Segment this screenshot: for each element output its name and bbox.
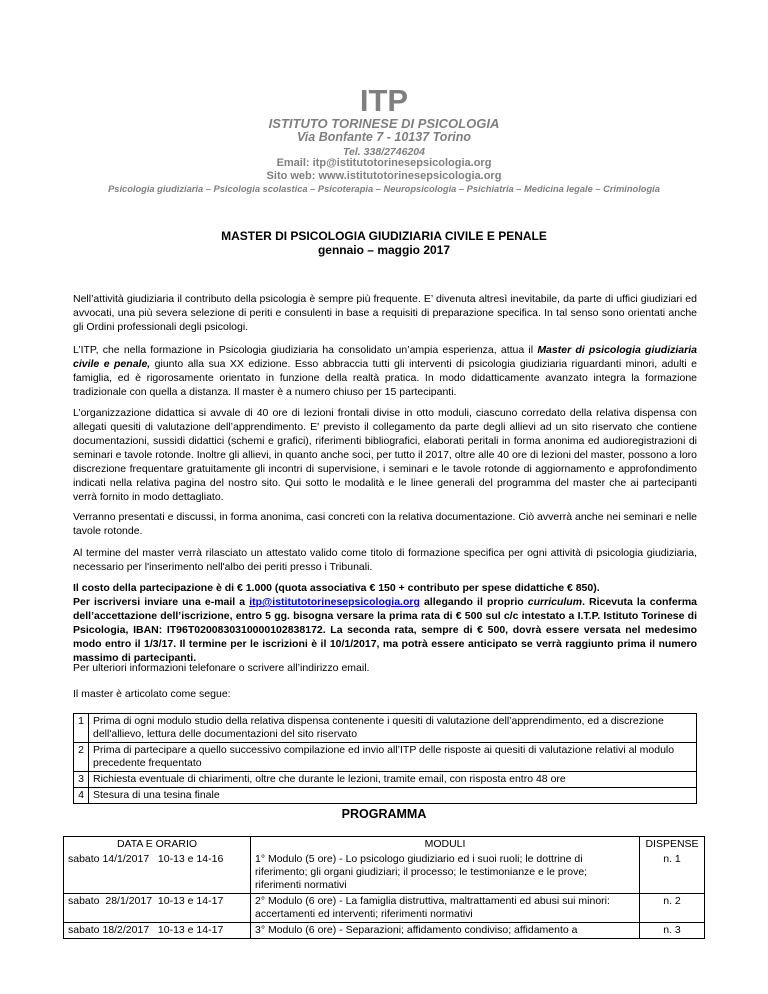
itp-paragraph-text-2: giunto alla sua XX edizione. Esso abbraccia tutti gli interventi di psicologia giudiziaria riguardanti minori, adulti e famiglia, ed è rigorosamente orientato in funzione della realtà pratica. In modo didatticamente avanzato integra la formazione tradizionale con quella a distanza. Il master è a numero chiuso per 15 partecipanti. — [73, 358, 697, 398]
table-row — [74, 772, 697, 788]
column-header-modules: MODULI — [251, 837, 640, 853]
institute-website: Sito web: www.istitutotorinesepsicologia.org — [266, 170, 502, 182]
step-number: 4 — [74, 788, 89, 804]
enroll-text-2: allegando il proprio — [419, 596, 528, 608]
step-text: Richiesta eventuale di chiarimenti, oltre che durante le lezioni, tramite email, con risposta entro 48 ore — [89, 772, 697, 788]
institute-email: Email: itp@istitutotorinesepsicologia.org — [276, 157, 492, 169]
institute-areas: Psicologia giudiziaria – Psicologia scolastica – Psicoterapia – Neuropsicologia – Psichiatria – Medicina legale – Criminologia — [108, 184, 660, 194]
table-row — [74, 714, 697, 743]
step-number: 2 — [74, 743, 89, 772]
master-period: gennaio – maggio 2017 — [317, 243, 451, 257]
payment-text: . Ricevuta la conferma dell’accettazione dell’iscrizione, entro 5 gg. bisogna versare la prima rata di € 500 sul c/c intestato a I.T.P. Istituto Torinese di Psicologia, IBAN: IT96T0200830310000102838172. La seconda rata, sempre di € 500, dovrà essere versata nel medesimo modo entro il 1/3/17. Il termine per le iscrizioni è il 10/1/2017, ma potrà essere anticipato se verrà raggiunto prima il numero massimo di partecipanti. — [73, 596, 697, 664]
step-number: 3 — [74, 772, 89, 788]
step-number: 1 — [74, 714, 89, 743]
column-header-handouts: DISPENSE — [640, 837, 705, 853]
table-row — [64, 923, 705, 939]
step-text: Stesura di una tesina finale — [89, 788, 697, 804]
organization-paragraph: L’organizzazione didattica si avvale di 40 ore di lezioni frontali divise in otto moduli, ciascuno corredato della relativa dispensa con allegati quesiti di valutazione dell’apprendimento. E' previsto il collegamento da parte degli allievi ad un sito riservato che contiene documentazioni, sussidi didattici (schemi e grafici), riferimenti bibliografici, elaborati peritali in forma anonima ed audioregistrazioni di seminari e tavole rotonde. Inoltre gli allievi, in quanto anche soci, per tutto il 2017, oltre alle 40 ore di lezioni del master, possono a loro discrezione frequentare gratuitamente gli incontri di supervisione, i seminari e le tavole rotonde di aggiornamento e approfondimento indicati nella relativa pagina del nostro sito. Qui sotto le modalità e le linee generali del programma del master che ai partecipanti verrà fornito in modo dettagliato. — [73, 407, 697, 503]
module-handout: n. 3 — [640, 923, 705, 939]
enroll-text: Per iscriversi inviare una e-mail a — [73, 596, 250, 608]
module-date: sabato 14/1/2017 10-13 e 14-16 — [64, 852, 251, 894]
institute-address: Via Bonfante 7 - 10137 Torino — [296, 130, 472, 144]
info-paragraph: Per ulteriori informazioni telefonare o scrivere all’indirizzo email. — [73, 662, 370, 674]
program-table — [63, 836, 705, 939]
column-header-date: DATA E ORARIO — [64, 837, 251, 853]
table-row — [74, 743, 697, 772]
steps-table — [73, 713, 697, 804]
email-link[interactable]: itp@istitutotorinesepsicologia.org — [249, 596, 420, 608]
module-handout: n. 1 — [640, 852, 705, 894]
master-name-emphasis: Master di psicologia giudiziaria civile e penale, — [73, 344, 697, 370]
step-text: Prima di ogni modulo studio della relativa dispensa contenente i quesiti di valutazione dell’apprendimento, ed a discrezione dell'allievo, lettura delle documentazioni del sito riservato — [89, 714, 697, 743]
certificate-paragraph: Al termine del master verrà rilasciato un attestato valido come titolo di formazione specifica per ogni attività di psicologia giudiziaria, necessario per l'inserimento nell'albo dei periti presso i Tribunali. — [73, 547, 697, 573]
intro-paragraph: Nell’attività giudiziaria il contributo della psicologia è sempre più frequente. E’ divenuta altresì inevitabile, da parte di uffici giudiziari ed avvocati, una più severa selezione di periti e consulenti in base a requisiti di preparazione specifica. In tal senso sono orientati anche gli Ordini professionali degli psicologi. — [73, 293, 697, 333]
program-heading: PROGRAMMA — [341, 807, 427, 821]
cases-paragraph: Verranno presentati e discussi, in forma anonima, casi concreti con la relativa documentazione. Ciò avverrà anche nei seminari e nelle tavole rotonde. — [73, 511, 697, 537]
module-handout: n. 2 — [640, 894, 705, 923]
module-description: 1° Modulo (5 ore) - Lo psicologo giudiziario ed i suoi ruoli; le dottrine di riferimento; gli organi giudiziari; il processo; le testimonianze e le prove; riferimenti normativi — [251, 852, 640, 894]
structure-paragraph: Il master è articolato come segue: — [73, 688, 231, 700]
module-description: 3° Modulo (6 ore) - Separazioni; affidamento condiviso; affidamento a — [251, 923, 640, 939]
institute-name: ISTITUTO TORINESE DI PSICOLOGIA — [268, 116, 500, 131]
cost-paragraph — [73, 581, 697, 665]
table-row — [74, 788, 697, 804]
table-row — [64, 894, 705, 923]
itp-paragraph-text: L’ITP, che nella formazione in Psicologia giudiziaria ha consolidato un’ampia esperienza, attua il — [73, 344, 538, 356]
table-header-row — [64, 837, 705, 853]
step-text: Prima di partecipare a quello successivo compilazione ed invio all’ITP delle risposte ai quesiti di valutazione relativi al modulo precedente frequentato — [89, 743, 697, 772]
module-description: 2° Modulo (6 ore) - La famiglia distruttiva, maltrattamenti ed abusi sui minori: accertamenti ed interventi; riferimenti normativi — [251, 894, 640, 923]
cost-text: Il costo della partecipazione è di € 1.000 (quota associativa € 150 + contributo per spese didattiche € 850). — [73, 582, 600, 594]
master-title: MASTER DI PSICOLOGIA GIUDIZIARIA CIVILE E PENALE — [221, 229, 547, 243]
table-row — [64, 852, 705, 894]
curriculum-emphasis: curriculum — [527, 596, 583, 608]
institute-phone: Tel. 338/2746204 — [343, 146, 425, 158]
itp-logo: ITP — [359, 83, 409, 118]
module-date: sabato 18/2/2017 10-13 e 14-17 — [64, 923, 251, 939]
itp-paragraph — [73, 343, 697, 399]
module-date: sabato 28/1/2017 10-13 e 14-17 — [64, 894, 251, 923]
